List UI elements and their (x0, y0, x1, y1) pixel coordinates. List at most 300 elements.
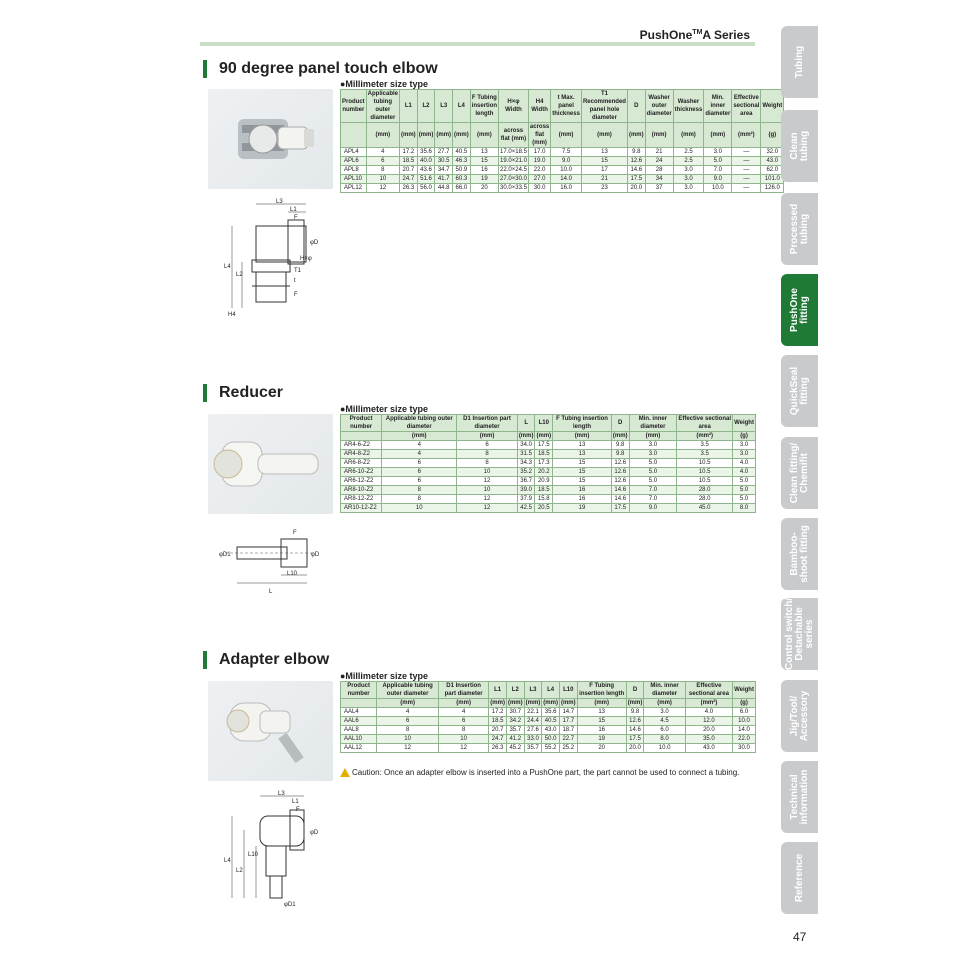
product-number-cell: AAL6 (341, 717, 377, 726)
table-cell: 10 (457, 486, 518, 495)
table-cell: 14.6 (626, 726, 644, 735)
column-header: Product number (341, 682, 377, 699)
table-cell: 15 (577, 717, 626, 726)
table-cell: 9.8 (611, 450, 629, 459)
index-tab-7[interactable] (781, 598, 818, 670)
column-header: L1 (489, 682, 507, 699)
table-cell: 3.0 (629, 441, 677, 450)
table-cell: 3.0 (673, 175, 704, 184)
table-row (341, 184, 784, 193)
table-cell: 26.3 (489, 744, 507, 753)
page-number: 47 (793, 930, 807, 944)
section-title-reducer: Reducer (203, 384, 283, 402)
table-cell: 17.5 (626, 735, 644, 744)
table-cell: 19.0 (528, 157, 550, 166)
table-row (341, 708, 756, 717)
table-cell: 39.0 (517, 486, 535, 495)
table-cell: 35.0 (685, 735, 732, 744)
reducer-image (208, 414, 333, 514)
unit-header (341, 123, 367, 148)
table-cell: 30.0 (733, 744, 756, 753)
table-cell: 3.0 (704, 148, 732, 157)
index-tab-8[interactable] (781, 680, 818, 752)
table-cell: 8.0 (644, 735, 685, 744)
table-row (341, 459, 756, 468)
table-cell: 21 (645, 148, 673, 157)
product-number-cell: AAL8 (341, 726, 377, 735)
table-cell: 6 (457, 441, 518, 450)
table-cell: 9.0 (629, 504, 677, 513)
index-tab-6[interactable] (781, 518, 818, 590)
table-cell: 19 (553, 504, 612, 513)
table-cell: 10.0 (644, 744, 685, 753)
index-tab-2[interactable] (781, 193, 818, 265)
column-header: Washer thickness (673, 90, 704, 123)
column-header: L3 (524, 682, 542, 699)
table-cell: 20.9 (535, 477, 553, 486)
unit-header: (mm) (551, 123, 582, 148)
table-cell: 28.0 (677, 495, 733, 504)
table-cell: 56.0 (417, 184, 435, 193)
table-cell: 41.2 (506, 735, 524, 744)
column-header: D1 Insertion part diameter (438, 682, 488, 699)
table-cell: 7.5 (551, 148, 582, 157)
adapter-elbow-photo (208, 681, 333, 781)
product-number-cell: AR6-10-Z2 (341, 468, 382, 477)
index-tab-10[interactable] (781, 842, 818, 914)
table-cell: 15 (553, 459, 612, 468)
table-cell: 10.5 (677, 459, 733, 468)
table-cell: 44.8 (435, 184, 453, 193)
index-tab-3[interactable] (781, 274, 818, 346)
table-cell: — (732, 166, 761, 175)
index-tab-5[interactable] (781, 437, 818, 509)
unit-header: (mm) (577, 699, 626, 708)
product-number-cell: AAL12 (341, 744, 377, 753)
table-cell: 10.5 (677, 477, 733, 486)
table-cell: 15.8 (535, 495, 553, 504)
unit-header: (g) (733, 699, 756, 708)
column-header: Weight (733, 415, 756, 432)
table-cell: 24 (645, 157, 673, 166)
column-header: Min. inner diameter (644, 682, 685, 699)
unit-header: (mm) (704, 123, 732, 148)
size-label-adapter: ●Millimeter size type (340, 671, 428, 681)
table-cell: 35.7 (506, 726, 524, 735)
unit-header: (g) (761, 123, 784, 148)
table-cell: 6 (438, 717, 488, 726)
table-cell: 20.2 (535, 468, 553, 477)
index-tab-1[interactable] (781, 110, 818, 182)
table-cell: 28.0 (677, 486, 733, 495)
table-cell: 30.5 (435, 157, 453, 166)
table-cell: 37 (645, 184, 673, 193)
table-cell: 3.0 (644, 708, 685, 717)
table-cell: 43.0 (761, 157, 784, 166)
index-tab-label: Control switch/ Detachable series (783, 597, 815, 671)
table-cell: 27.7 (435, 148, 453, 157)
table-cell: 50.0 (542, 735, 560, 744)
table-cell: 22.0 (733, 735, 756, 744)
table-cell: 30.7 (506, 708, 524, 717)
table-row (341, 717, 756, 726)
column-header: L3 (435, 90, 453, 123)
index-tab-label: Clean fitting/ Chemifit (788, 442, 810, 504)
table-cell: 3.0 (629, 450, 677, 459)
dim-l1: L1 (292, 799, 299, 805)
product-number-cell: AR8-10-Z2 (341, 486, 382, 495)
table-cell: 60.3 (453, 175, 471, 184)
column-header: H×φ Width (499, 90, 529, 123)
table-cell: 10.0 (704, 184, 732, 193)
reducer-photo (208, 414, 333, 514)
unit-header (341, 699, 377, 708)
adapter-elbow-drawing (218, 790, 328, 910)
table-cell: 20.0 (685, 726, 732, 735)
table-cell: 12 (377, 744, 439, 753)
column-header: L2 (506, 682, 524, 699)
size-label-panel: ●Millimeter size type (340, 79, 428, 89)
table-cell: 20.0 (627, 184, 645, 193)
unit-header: (mm) (536, 433, 552, 439)
index-tab-9[interactable] (781, 761, 818, 833)
table-cell: 55.2 (542, 744, 560, 753)
index-tab-0[interactable] (781, 26, 818, 98)
unit-header: (mm) (518, 433, 534, 439)
table-cell: 4 (382, 450, 457, 459)
table-cell: 17 (581, 166, 627, 175)
table-cell: 3.0 (733, 441, 756, 450)
table-cell: 16.0 (551, 184, 582, 193)
dim-t: t (294, 278, 296, 284)
table-cell: 34 (645, 175, 673, 184)
table-cell: 50.9 (453, 166, 471, 175)
table-cell: 6.0 (733, 708, 756, 717)
reducer-table (340, 414, 756, 513)
table-cell: 4.0 (733, 468, 756, 477)
table-cell: 66.0 (453, 184, 471, 193)
index-tab-label: Technical information (788, 769, 810, 825)
table-cell: 14.6 (627, 166, 645, 175)
table-cell: 7.0 (629, 495, 677, 504)
table-cell: 8.0 (733, 504, 756, 513)
header-rule (200, 42, 755, 46)
table-cell: 22.0×24.5 (500, 167, 527, 173)
product-number-cell: AAL10 (341, 735, 377, 744)
dim-l: L (269, 589, 273, 595)
adapter-elbow-table (340, 681, 756, 753)
table-cell: 2.5 (673, 148, 704, 157)
table-cell: 9.0 (551, 157, 582, 166)
table-cell: 43.6 (417, 166, 435, 175)
table-cell: 13 (581, 148, 627, 157)
unit-header: (mm) (507, 700, 523, 706)
table-cell: 12 (438, 744, 488, 753)
table-cell: 27.6 (524, 726, 542, 735)
table-cell: 41.7 (435, 175, 453, 184)
unit-header: across flat (mm) (499, 123, 529, 148)
table-cell: 5.0 (733, 477, 756, 486)
table-cell: 16 (577, 726, 626, 735)
table-cell: — (732, 157, 761, 166)
table-cell: 20.7 (489, 726, 507, 735)
table-cell: 19 (577, 735, 626, 744)
column-header: H4 Width (528, 90, 550, 123)
column-header: L4 (542, 682, 560, 699)
dim-f: F (293, 530, 297, 536)
table-cell: 12 (366, 184, 399, 193)
table-cell: 4.0 (685, 708, 732, 717)
dim-l4: L4 (224, 264, 231, 270)
column-header: Weight (761, 90, 784, 123)
table-cell: 27.0 (528, 175, 550, 184)
column-header: Product number (341, 90, 367, 123)
table-row (341, 504, 756, 513)
table-row (341, 148, 784, 157)
table-cell: 37.9 (517, 495, 535, 504)
table-row (341, 495, 756, 504)
table-cell: 8 (366, 166, 399, 175)
table-cell: 35.6 (542, 708, 560, 717)
column-header: D (626, 682, 644, 699)
table-cell: 8 (438, 726, 488, 735)
unit-header: (mm²) (677, 432, 733, 441)
index-tab-label: QuickSeal fitting (788, 366, 810, 416)
table-cell: 15 (470, 157, 498, 166)
dim-f-top: F (294, 215, 298, 221)
series-title: PushOne™A Series (639, 28, 750, 42)
table-cell: 9.8 (626, 708, 644, 717)
unit-header: (mm) (645, 123, 673, 148)
table-cell: 16 (470, 166, 498, 175)
column-header: t Max. panel thickness (551, 90, 582, 123)
column-header: Effective sectional area (732, 90, 761, 123)
table-cell: 17.5 (535, 441, 553, 450)
column-header: L (517, 415, 535, 432)
table-cell: 12.6 (627, 157, 645, 166)
unit-header: (mm) (438, 699, 488, 708)
table-cell: 34.3 (517, 459, 535, 468)
table-cell: 14.7 (559, 708, 577, 717)
table-cell: 7.0 (704, 166, 732, 175)
index-tab-4[interactable] (781, 355, 818, 427)
table-cell: 10.0 (733, 717, 756, 726)
product-number-cell: AR4-6-Z2 (341, 441, 382, 450)
table-cell: 18.5 (535, 486, 553, 495)
panel-elbow-table (340, 89, 784, 193)
table-cell: 12 (457, 477, 518, 486)
table-cell: 16 (553, 486, 612, 495)
table-cell: 3.0 (733, 450, 756, 459)
table-cell: — (732, 148, 761, 157)
table-cell: 12 (457, 504, 518, 513)
table-cell: 8 (457, 450, 518, 459)
column-header: Washer outer diameter (645, 90, 673, 123)
dim-l3: L3 (278, 791, 285, 797)
column-header: D1 Insertion part diameter (457, 415, 518, 432)
table-cell: 8 (377, 726, 439, 735)
unit-header: (mm) (629, 432, 677, 441)
table-cell: 42.5 (517, 504, 535, 513)
dim-l4: L4 (224, 858, 231, 864)
table-cell: 19.0×21.0 (500, 158, 527, 164)
dim-phi-d1: φD1 (284, 902, 296, 908)
table-cell: 4.5 (644, 717, 685, 726)
product-number-cell: APL10 (341, 175, 367, 184)
dim-hxphi: H×φ (300, 256, 312, 262)
table-row (341, 735, 756, 744)
table-cell: 14.6 (611, 486, 629, 495)
unit-header: (mm) (560, 700, 576, 706)
dim-f: F (296, 807, 300, 813)
table-cell: 23 (581, 184, 627, 193)
dim-h4: H4 (228, 312, 236, 318)
dim-phi-d: φD (310, 240, 319, 246)
table-cell: 46.3 (453, 157, 471, 166)
table-cell: 35.6 (417, 148, 435, 157)
table-cell: 6.0 (644, 726, 685, 735)
table-cell: 45.2 (506, 744, 524, 753)
table-cell: 8 (382, 486, 457, 495)
table-cell: 10.5 (677, 468, 733, 477)
table-cell: 15 (553, 468, 612, 477)
unit-header: (mm) (644, 699, 685, 708)
table-cell: 17.2 (489, 708, 507, 717)
dim-l10: L10 (287, 571, 298, 577)
index-tab-label: Processed tubing (788, 203, 810, 255)
table-cell: 3.0 (673, 166, 704, 175)
table-cell: 22.1 (524, 708, 542, 717)
unit-header: (mm) (382, 432, 457, 441)
column-header: F Tubing insertion length (470, 90, 498, 123)
table-cell: 14.0 (733, 726, 756, 735)
section-title-adapter-elbow: Adapter elbow (203, 651, 329, 669)
table-cell: 4 (438, 708, 488, 717)
table-cell: 5.0 (704, 157, 732, 166)
table-row (341, 166, 784, 175)
table-cell: 4 (377, 708, 439, 717)
unit-header: (mm) (453, 123, 471, 148)
table-cell: 34.0 (517, 441, 535, 450)
table-row (341, 450, 756, 459)
index-tab-label: Clean tubing (788, 130, 810, 162)
table-row (341, 726, 756, 735)
table-cell: 9.8 (611, 441, 629, 450)
unit-header: (mm) (543, 700, 558, 706)
table-cell: 12.6 (611, 459, 629, 468)
unit-header: (mm) (490, 700, 505, 706)
product-number-cell: AR6-8-Z2 (341, 459, 382, 468)
product-number-cell: AR10-12-Z2 (341, 504, 382, 513)
table-cell: 30.0 (528, 184, 550, 193)
table-cell: 31.5 (517, 450, 535, 459)
column-header: F Tubing insertion length (577, 682, 626, 699)
table-cell: 4.0 (733, 459, 756, 468)
table-cell: 12.6 (611, 477, 629, 486)
table-cell: 25.2 (559, 744, 577, 753)
table-cell: 14.6 (611, 495, 629, 504)
table-cell: 24.7 (400, 175, 418, 184)
unit-header: (mm) (470, 123, 498, 148)
table-cell: 2.5 (673, 157, 704, 166)
table-cell: 12.0 (685, 717, 732, 726)
column-header: L2 (417, 90, 435, 123)
table-cell: 12 (457, 495, 518, 504)
table-cell: 6 (366, 157, 399, 166)
column-header: Product number (341, 415, 382, 432)
column-header: Applicable tubing outer diameter (382, 415, 457, 432)
column-header: Min. inner diameter (704, 90, 732, 123)
table-cell: 15 (553, 477, 612, 486)
table-cell: 8 (457, 459, 518, 468)
table-cell: 10 (457, 468, 518, 477)
table-cell: 16 (553, 495, 612, 504)
table-cell: 6 (377, 717, 439, 726)
unit-header: (mm) (417, 123, 435, 148)
table-cell: 51.6 (417, 175, 435, 184)
table-cell: 36.7 (517, 477, 535, 486)
table-cell: 18.5 (489, 717, 507, 726)
table-cell: 24.4 (524, 717, 542, 726)
product-number-cell: APL8 (341, 166, 367, 175)
table-cell: 101.0 (761, 175, 784, 184)
table-cell: 35.7 (524, 744, 542, 753)
table-cell: 5.0 (629, 459, 677, 468)
panel-elbow-drawing (218, 198, 328, 320)
table-cell: 17.0×18.5 (500, 149, 527, 155)
table-cell: 17.3 (535, 459, 553, 468)
product-number-cell: AAL4 (341, 708, 377, 717)
table-cell: — (732, 175, 761, 184)
unit-header: (mm) (627, 123, 645, 148)
column-header: Applicable tubing outer diameter (377, 682, 439, 699)
table-cell: 20.0 (626, 744, 644, 753)
column-header: Min. inner diameter (629, 415, 677, 432)
unit-header: (mm) (612, 433, 628, 439)
product-number-cell: AR4-8-Z2 (341, 450, 382, 459)
table-cell: 30.0×33.5 (500, 185, 527, 191)
table-cell: 12.6 (626, 717, 644, 726)
unit-header: across flat (mm) (529, 124, 550, 146)
column-header: Effective sectional area (685, 682, 732, 699)
table-cell: 18.5 (400, 157, 418, 166)
table-cell: 22.0 (528, 166, 550, 175)
panel-elbow-image (208, 89, 333, 189)
table-cell: 34.7 (435, 166, 453, 175)
table-cell: 3.0 (673, 184, 704, 193)
table-cell: 13 (577, 708, 626, 717)
unit-header: (mm) (581, 123, 627, 148)
caution-note: Caution: Once an adapter elbow is inserted into a PushOne part, the part cannot be used to connect a tubing. (340, 768, 739, 777)
column-header: Effective sectional area (678, 416, 732, 430)
product-number-cell: AR6-12-Z2 (341, 477, 382, 486)
table-row (341, 157, 784, 166)
panel-elbow-photo (208, 89, 333, 189)
table-cell: 40.5 (542, 717, 560, 726)
reducer-drawing (215, 525, 335, 600)
table-cell: 28 (645, 166, 673, 175)
index-tab-label: PushOne fitting (788, 288, 810, 332)
table-cell: 10 (438, 735, 488, 744)
table-cell: 20 (577, 744, 626, 753)
product-number-cell: AR8-12-Z2 (341, 495, 382, 504)
unit-header: (mm) (627, 700, 643, 706)
table-cell: 20 (470, 184, 498, 193)
warning-icon (340, 768, 350, 777)
table-cell: 14.0 (551, 175, 582, 184)
size-label-reducer: ●Millimeter size type (340, 404, 428, 414)
table-row (341, 175, 784, 184)
